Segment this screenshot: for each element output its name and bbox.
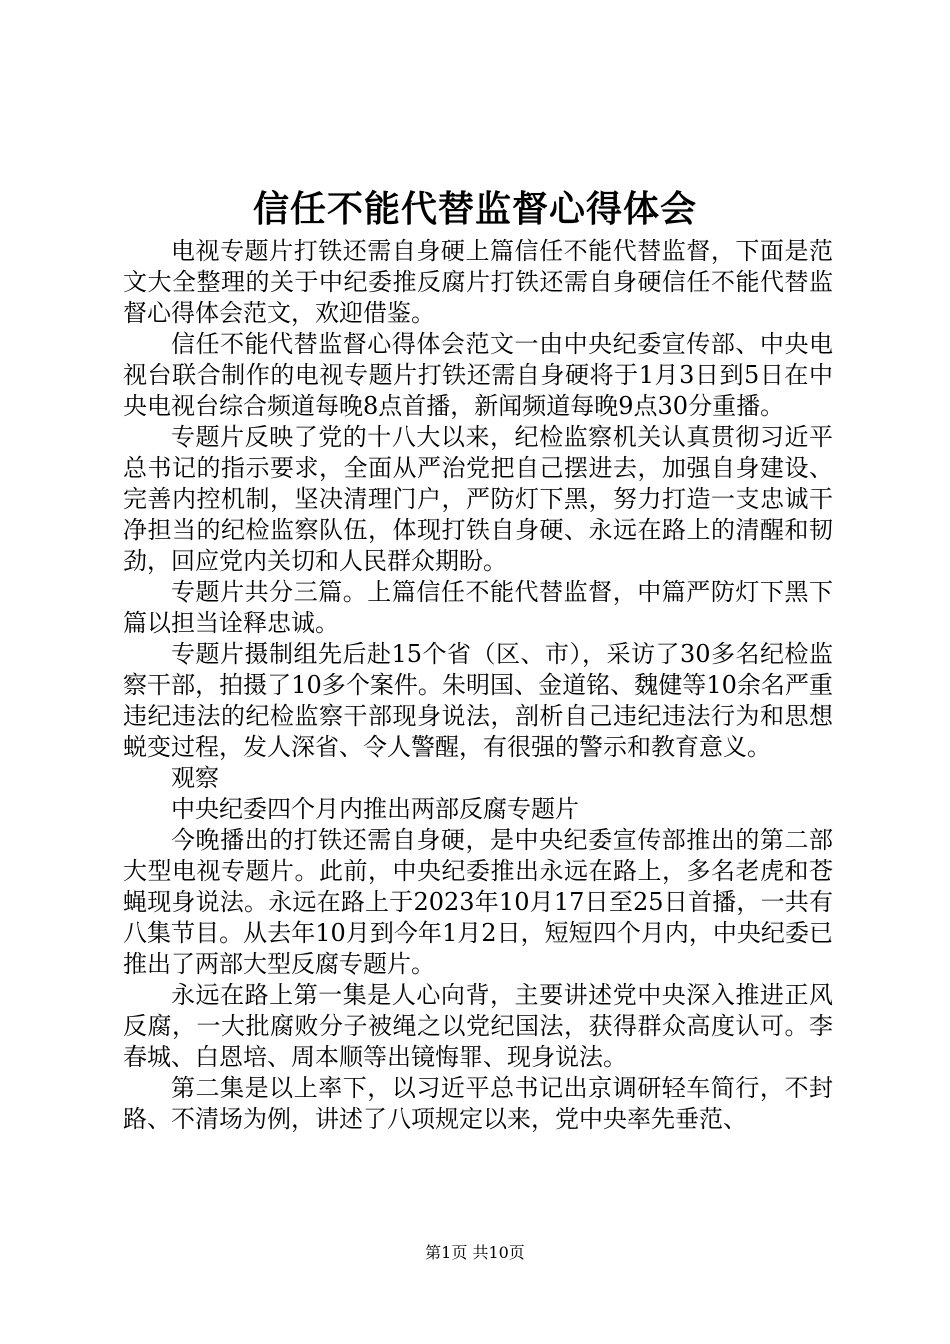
paragraph: 信任不能代替监督心得体会范文一由中央纪委宣传部、中央电视台联合制作的电视专题片打铁还需自身硬将于1月3日到5日在中央电视台综合频道每晚8点首播，新闻频道每晚9点30分重播。 (123, 330, 833, 420)
paragraph: 专题片反映了党的十八大以来，纪检监察机关认真贯彻习近平总书记的指示要求，全面从严治党把自己摆进去，加强自身建设、完善内控机制，坚决清理门户，严防灯下黑，努力打造一支忠诚干净担当的纪检监察队伍，体现打铁自身硬、永远在路上的清醒和韧劲，回应党内关切和人民群众期盼。 (123, 423, 833, 575)
paragraph: 今晚播出的打铁还需自身硬，是中央纪委宣传部推出的第二部大型电视专题片。此前，中央纪委推出永远在路上，多名老虎和苍蝇现身说法。永远在路上于2023年10月17日至25日首播，一共有八集节目。从去年10月到今年1月2日，短短四个月内，中央纪委已推出了两部大型反腐专题片。 (123, 826, 833, 978)
document-body (123, 236, 833, 1135)
paragraph: 永远在路上第一集是人心向背，主要讲述党中央深入推进正风反腐，一大批腐败分子被绳之以党纪国法，获得群众高度认可。李春城、白恩培、周本顺等出镜悔罪、现身说法。 (123, 981, 833, 1071)
section-label: 观察 (171, 764, 219, 792)
paragraph: 专题片共分三篇。上篇信任不能代替监督，中篇严防灯下黑下篇以担当诠释忠诚。 (123, 578, 833, 637)
document-title: 信任不能代替监督心得体会 (252, 188, 697, 230)
paragraph: 电视专题片打铁还需自身硬上篇信任不能代替监督，下面是范文大全整理的关于中纪委推反腐片打铁还需自身硬信任不能代替监督心得体会范文，欢迎借鉴。 (123, 237, 833, 327)
page-footer: 第1页 共10页 (425, 1243, 525, 1262)
paragraph: 专题片摄制组先后赴15个省（区、市），采访了30多名纪检监察干部，拍摄了10多个案件。朱明国、金道铭、魏健等10余名严重违纪违法的纪检监察干部现身说法，剖析自己违纪违法行为和思想蜕变过程，发人深省、令人警醒，有很强的警示和教育意义。 (123, 640, 833, 761)
section-heading: 中央纪委四个月内推出两部反腐专题片 (171, 795, 579, 823)
paragraph: 第二集是以上率下，以习近平总书记出京调研轻车简行，不封路、不清场为例，讲述了八项规定以来，党中央率先垂范、 (123, 1074, 833, 1133)
